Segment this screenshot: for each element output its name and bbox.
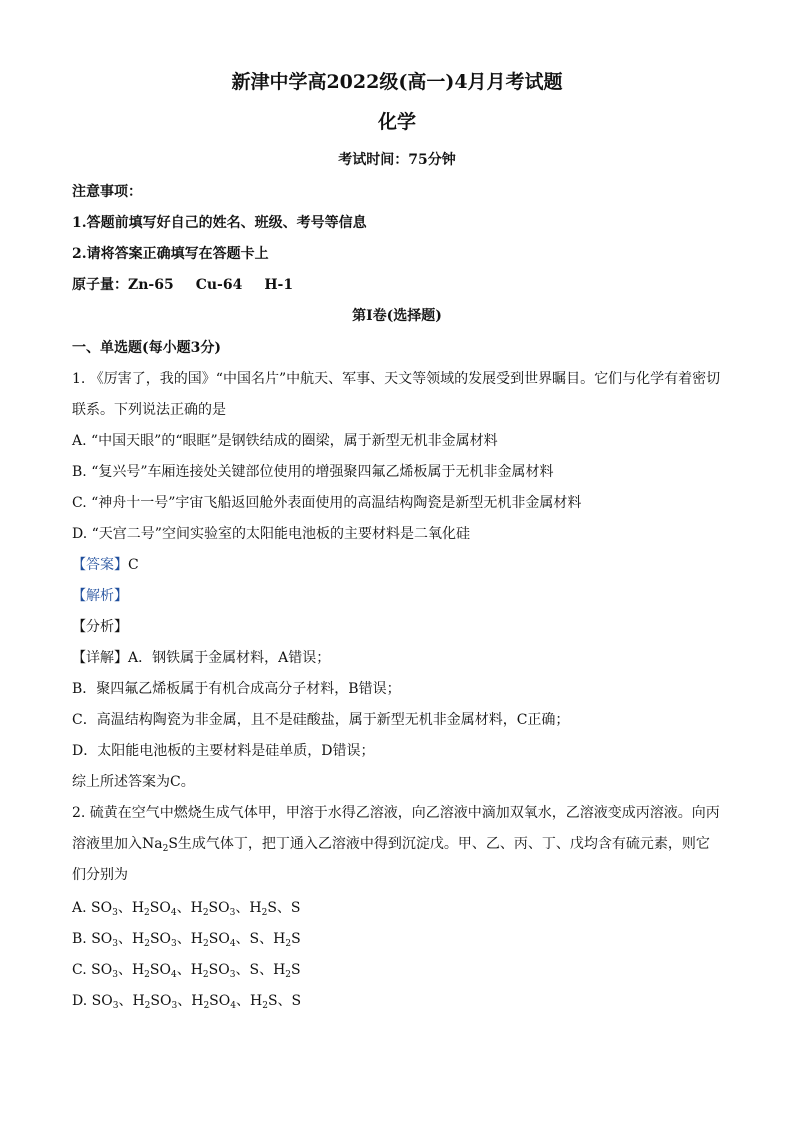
- jiexi-tag: 【解析】: [72, 588, 128, 604]
- q2-option-a: A. $SO_3$、$H_2SO_4$、$H_2SO_3$、$H_2S$、S: [72, 900, 301, 918]
- formula-so3: $SO_3$: [91, 900, 118, 918]
- notice-heading: 注意事项：: [72, 184, 142, 200]
- q1-option-c: C. “神舟十一号”宇宙飞船返回舱外表面使用的高温结构陶瓷是新型无机非金属材料: [72, 495, 582, 511]
- formula-h2s: $H_2S$: [249, 993, 278, 1011]
- formula-h2so4: $H_2SO_4$: [191, 993, 236, 1011]
- q1-detail-c: C．高温结构陶瓷为非金属，且不是硅酸盐，属于新型无机非金属材料，C正确；: [72, 712, 570, 728]
- q2-stem-2-pre: 溶液里加入Na: [72, 836, 163, 852]
- atomic-label: 原子量：: [72, 277, 128, 293]
- formula-h2s: $H_2S$: [273, 931, 301, 949]
- q1-option-a: A. “中国天眼”的“眼眶”是钢铁结成的圈梁，属于新型无机非金属材料: [72, 433, 498, 449]
- q1-option-d: D. “天宫二号”空间实验室的太阳能电池板的主要材料是二氧化硅: [72, 526, 470, 542]
- detail-tag: 【详解】: [72, 650, 128, 666]
- fenxi-tag: 【分析】: [72, 619, 128, 635]
- exam-time: 考试时间：75分钟: [338, 152, 456, 168]
- detail-a-text: A．钢铁属于金属材料，A错误；: [128, 650, 331, 666]
- formula-h2so4: $H_2SO_4$: [131, 900, 177, 918]
- formula-so3: $SO_3$: [91, 962, 118, 980]
- q2-b-label: B.: [72, 931, 87, 947]
- q2-stem-2-sub: 2: [162, 844, 169, 854]
- q2-option-c: C. $SO_3$、$H_2SO_4$、$H_2SO_3$、S、$H_2S$: [72, 962, 301, 980]
- q2-d-label: D.: [72, 993, 88, 1009]
- formula-h2so3: $H_2SO_3$: [190, 962, 236, 980]
- atomic-zn: Zn-65: [128, 277, 174, 293]
- q1-stem-line-1: 1. 《厉害了，我的国》“中国名片”中航天、军事、天文等领域的发展受到世界瞩目。它们与化学有着密切: [72, 371, 721, 387]
- formula-h2s: $H_2S$: [249, 900, 277, 918]
- exam-title: 新津中学高2022级(高一)4月月考试题: [231, 71, 563, 93]
- formula-h2so3: $H_2SO_3$: [190, 900, 236, 918]
- formula-so3: $SO_3$: [91, 931, 119, 949]
- formula-h2so3: $H_2SO_3$: [132, 931, 177, 949]
- q1-answer: [72, 555, 734, 575]
- q2-stem-line-1: 2. 硫黄在空气中燃烧生成气体甲，甲溶于水得乙溶液，向乙溶液中滴加双氧水，乙溶液变成丙溶液。向丙: [72, 805, 720, 821]
- formula-s: S: [290, 900, 301, 916]
- q1-detail-b: B．聚四氟乙烯板属于有机合成高分子材料，B错误；: [72, 681, 401, 697]
- answer-tag: 【答案】: [72, 557, 128, 573]
- q2-stem-2-post: S生成气体丁，把丁通入乙溶液中得到沉淀戊。甲、乙、丙、丁、戊均含有硫元素，则它: [168, 836, 710, 852]
- q2-option-d: D. $SO_3$、$H_2SO_3$、$H_2SO_4$、$H_2S$、S: [72, 993, 302, 1011]
- volume-heading: 第I卷(选择题): [352, 308, 442, 324]
- answer-value: C: [128, 557, 139, 573]
- part-heading: 一、单选题(每小题3分): [72, 340, 221, 356]
- formula-h2so3: $H_2SO_3$: [132, 993, 178, 1011]
- subject-title: 化学: [377, 111, 416, 133]
- q2-stem-line-2: [72, 834, 734, 854]
- q2-a-label: A.: [72, 900, 87, 916]
- atomic-cu: Cu-64: [195, 277, 243, 293]
- q2-stem-line-3: 们分别为: [72, 867, 128, 883]
- q2-option-b: B. $SO_3$、$H_2SO_3$、$H_2SO_4$、S、$H_2S$: [72, 931, 301, 949]
- q1-option-b: B. “复兴号”车厢连接处关键部位使用的增强聚四氟乙烯板属于无机非金属材料: [72, 464, 554, 480]
- formula-s: S: [249, 931, 260, 947]
- notice-item-1: 1.答题前填写好自己的姓名、班级、考号等信息: [72, 215, 367, 231]
- q1-summary: 综上所述答案为C。: [72, 774, 195, 790]
- atomic-h: H-1: [264, 277, 294, 293]
- formula-s: S: [291, 993, 302, 1009]
- formula-so3: $SO_3$: [91, 993, 119, 1011]
- formula-h2so4: $H_2SO_4$: [131, 962, 177, 980]
- notice-item-2: 2.请将答案正确填写在答题卡上: [72, 246, 269, 262]
- q1-detail-a: [72, 648, 734, 668]
- q1-stem-line-2: 联系。下列说法正确的是: [72, 402, 226, 418]
- formula-s: S: [249, 962, 260, 978]
- atomic-masses: [72, 275, 734, 295]
- q2-c-label: C.: [72, 962, 87, 978]
- formula-h2so4: $H_2SO_4$: [190, 931, 236, 949]
- formula-h2s: $H_2S$: [273, 962, 301, 980]
- q1-detail-d: D．太阳能电池板的主要材料是硅单质，D错误；: [72, 743, 375, 759]
